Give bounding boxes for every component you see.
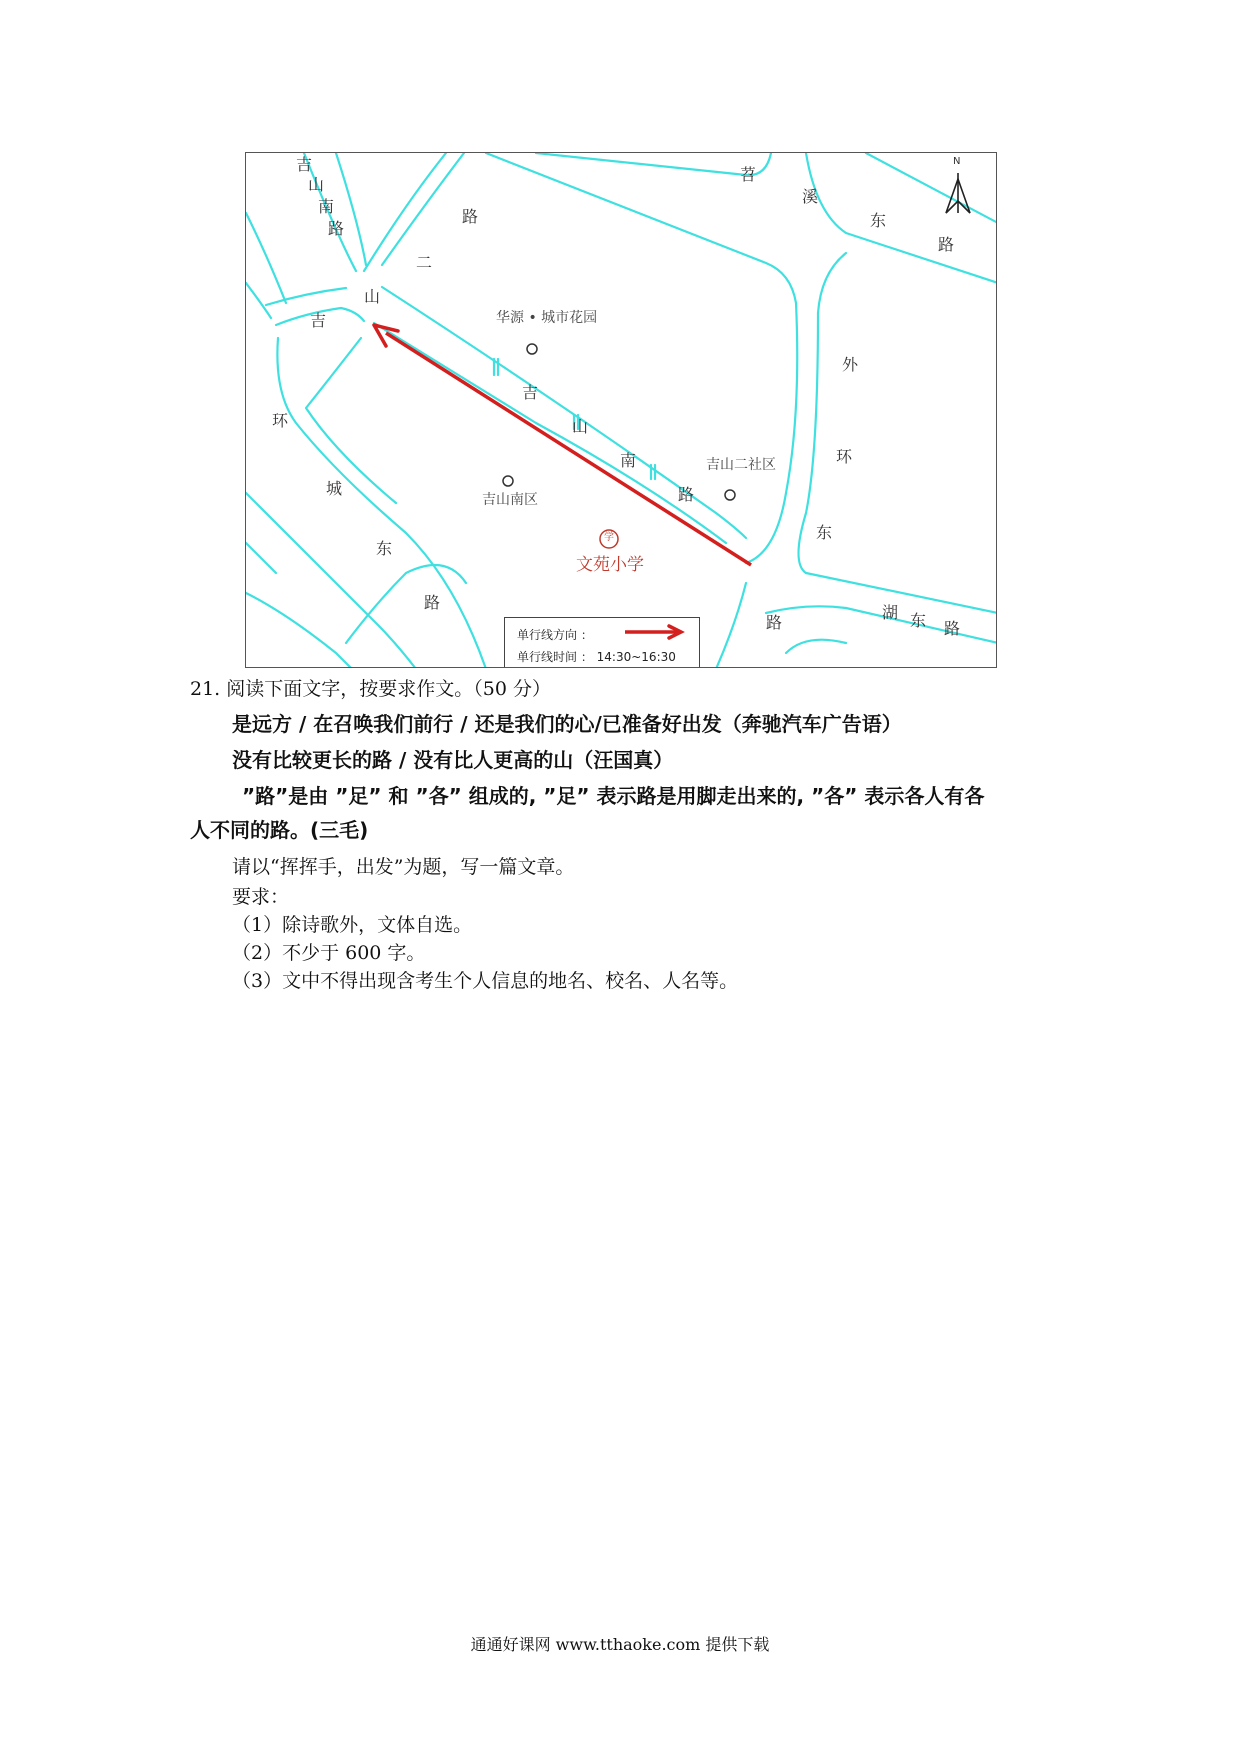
road-waihuan-a (746, 303, 797, 563)
map-legend (504, 617, 700, 668)
question-header: 21. 阅读下面文字，按要求作文。（50 分） (190, 678, 551, 700)
road-label-jishan-nan-2: 山 (308, 175, 325, 194)
road-label-hudong-3: 路 (944, 619, 961, 638)
road-label-huancheng-3: 东 (376, 539, 393, 558)
road-tiaoxi-b (536, 153, 771, 175)
road-map (245, 152, 997, 668)
requirement-2: （2）不少于 600 字。 (232, 942, 426, 964)
road-label-shan: 山 (364, 287, 381, 306)
road-hudong-d (786, 640, 846, 653)
quote-sanmao-line1: ”路”是由 ”足” 和 ”各” 组成的, ”足” 表示路是用脚走出来的, ”各” 表示各人有各 (242, 784, 985, 808)
road-label-jishan-nan-center-4: 路 (678, 485, 695, 504)
road-label-jishan-nan-1: 吉 (296, 155, 313, 174)
place-jishan-er-label: 吉山二社区 (706, 457, 776, 473)
road-tick-c (651, 465, 655, 479)
road-label-huancheng-1: 环 (272, 411, 289, 430)
one-way-arrow (374, 325, 751, 565)
road-label-waihuan-3: 东 (816, 523, 833, 542)
place-marker-huayuan (527, 344, 537, 354)
road-label-tiaoxi-1: 苕 (740, 165, 757, 184)
place-huayuan-label: 华源 • 城市花园 (496, 310, 598, 326)
place-marker-jishan-er (725, 490, 735, 500)
road-er-b (364, 153, 446, 271)
road-huancheng-e (246, 593, 352, 668)
requirements-label: 要求： (232, 886, 290, 908)
road-far-left-b (246, 283, 271, 318)
place-jishan-nan-label: 吉山南区 (482, 492, 538, 508)
road-label-hudong-2: 东 (910, 611, 927, 630)
road-huancheng-b (306, 338, 396, 503)
quote-sanmao-line2: 人不同的路。(三毛) (190, 818, 369, 842)
road-label-waihuan-4: 路 (766, 613, 783, 632)
road-label-jishan-nan-center-2: 山 (572, 417, 589, 436)
place-marker-jishan-nan (503, 476, 513, 486)
road-huancheng-d (246, 543, 276, 573)
road-label-huancheng-4: 路 (424, 593, 441, 612)
road-jishan-nan-upper-b (336, 153, 366, 265)
road-er-a (382, 153, 464, 265)
road-label-huancheng-2: 城 (326, 479, 343, 498)
road-label-jishan-nan-3: 南 (318, 197, 335, 216)
road-label-tiaoxi-east-1: 东 (870, 211, 887, 230)
school-icon-char: 学 (604, 532, 614, 543)
legend-time-label: 单行线时间 ： (517, 650, 593, 664)
road-label-tiaoxi-east-2: 路 (938, 235, 955, 254)
road-huancheng-f (346, 565, 466, 643)
road-label-jishan-nan-center-3: 南 (620, 451, 637, 470)
road-label-ji: 吉 (310, 311, 327, 330)
legend-direction-label: 单行线方向 ： (517, 628, 593, 642)
road-label-tiaoxi-2: 溪 (802, 187, 819, 206)
essay-prompt: 请以“挥挥手，出发”为题，写一篇文章。 (232, 856, 575, 878)
road-label-jishan-nan-4: 路 (328, 219, 345, 238)
road-network (246, 153, 997, 668)
quote-wang-guozhen: 没有比较更长的路 / 没有比人更高的山（汪国真） (232, 748, 674, 772)
road-label-lu-top: 路 (462, 207, 479, 226)
road-label-waihuan-2: 环 (836, 447, 853, 466)
requirement-1: （1）除诗歌外，文体自选。 (232, 914, 473, 936)
legend-time-value: 14:30~16:30 (596, 650, 676, 664)
road-label-er: 二 (416, 253, 433, 272)
road-label-waihuan-1: 外 (842, 355, 859, 374)
road-huancheng-a (277, 338, 486, 668)
road-ji-west-a (266, 288, 346, 305)
place-school-label: 文苑小学 (576, 555, 644, 575)
page-footer: 通通好课网 www.tthaoke.com 提供下载 (470, 1635, 770, 1654)
compass-label: N (953, 156, 961, 167)
road-hudong-a (716, 583, 746, 668)
quote-mercedes: 是远方 / 在召唤我们前行 / 还是我们的心/已准备好出发（奔驰汽车广告语） (232, 712, 902, 736)
legend-arrow-icon (623, 624, 685, 640)
legend-time-row (517, 648, 676, 665)
road-jishan-nan-main-b (374, 323, 726, 543)
requirement-3: （3）文中不得出现含考生个人信息的地名、校名、人名等。 (232, 970, 739, 992)
road-label-hudong-1: 湖 (882, 603, 899, 622)
road-label-jishan-nan-center-1: 吉 (522, 383, 539, 402)
